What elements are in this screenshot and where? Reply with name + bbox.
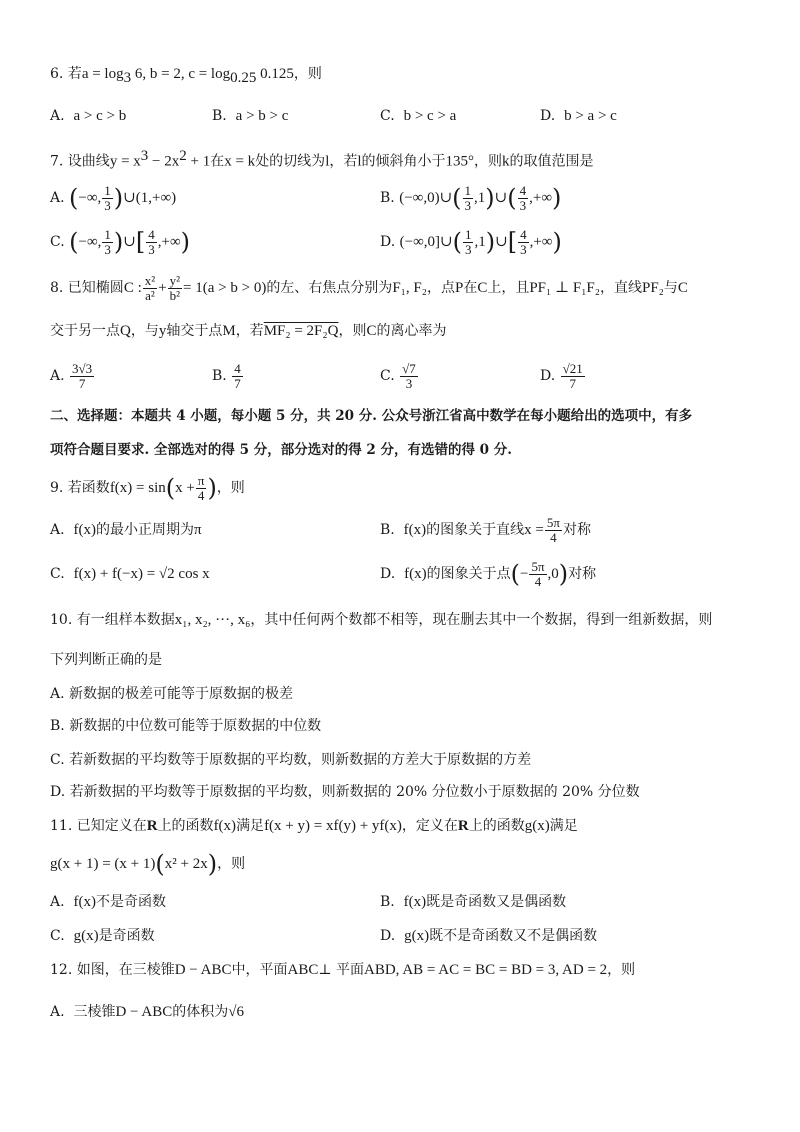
q10-option-d: D. 若新数据的平均数等于原数据的平均数，则新数据的 20% 分位数小于原数据的 20% 分位数 (50, 784, 640, 800)
q8-option-d: D. $\frac{√21}{7}$ (540, 360, 583, 391)
q10-option-b: B. 新数据的中位数可能等于原数据的中位数 (50, 718, 322, 734)
q12-option-a: A. 三棱锥D − ABC的体积为√6 (50, 1004, 245, 1020)
q11-options-cd (50, 920, 760, 952)
q9-option-b: B. f(x)的图象关于直线x = $\frac{5\pi}{4}$ 对称 (380, 514, 591, 545)
q12-stem: 12. 如图，在三棱锥D − ABC中，平面ABC⊥ 平面ABD, AB = AC = BC = BD = 3, AD = 2，则 (50, 962, 636, 978)
q9-stem: 9. 若函数f(x) = sin(x + $\frac{\pi}{4}$ )，则 (50, 472, 245, 503)
q9-option-a: A. f(x)的最小正周期为π (50, 522, 202, 538)
q8-option-a: A. $\frac{3√3}{7}$ (50, 360, 93, 391)
q11-options-ab (50, 886, 760, 918)
q7-option-b: B. (−∞,0)∪( $\frac{1}{3}$ ,1)∪( $\frac{4}{3}$ ,+∞) (380, 182, 562, 213)
q11-stem: 11. 已知定义在R上的函数f(x)满足f(x + y) = xf(y) + yf(x)，定义在R上的函数g(x)满足 (50, 818, 578, 834)
q8-stem-line2: 交于另一点Q，与y轴交于点M，若MF₂ = 2F₂Q，则C的离心率为 (50, 323, 447, 339)
q9-option-d: D. f(x)的图象关于点(− $\frac{5\pi}{4}$ ,0)对称 (380, 558, 597, 589)
q7-options-cd (50, 226, 760, 258)
q6-options (50, 100, 760, 132)
q8-option-b: B. $\frac{4}{7}$ (212, 360, 241, 391)
q8-options (50, 360, 760, 392)
q6-option-b: B. a > b > c (212, 108, 289, 124)
q11-stem-line2: g(x + 1) = (x + 1)(x² + 2x)，则 (50, 850, 246, 878)
q11-option-c: C. g(x)是奇函数 (50, 928, 155, 944)
q7-option-a: A. (−∞, $\frac{1}{3}$ )∪(1,+∞) (50, 182, 177, 213)
q10-stem-line2: 下列判断正确的是 (50, 652, 162, 668)
q7-options-ab (50, 182, 760, 214)
section2-instructions-line2: 项符合题目要求. 全部选对的得 5 分，部分选对的得 2 分，有选错的得 0 分. (50, 442, 512, 458)
q9-options-ab (50, 514, 760, 546)
q6-option-c: C. b > c > a (380, 108, 457, 124)
section2-instructions-line1: 二、选择题：本题共 4 小题，每小题 5 分，共 20 分. 公众号浙江省高中数学在每小题给出的选项中，有多 (50, 408, 693, 424)
q6-stem: 6. 若$a = \log_3 6$, b = 2, $c = \log_{0.25} 0.125$，则 (50, 66, 322, 86)
q11-option-b: B. f(x)既是奇函数又是偶函数 (380, 894, 567, 910)
q8-stem: 8. 已知椭圆C : $\frac{\text{x²}}{\text{a²}}$ + $\frac{\text{y²}}{\text{b²}}$ = 1(a > b > 0)的左、右焦点分别为F₁, F₂，点P在C上，且PF₁ ⊥ F₁F₂，直线PF₂与C (50, 272, 688, 303)
q10-option-c: C. 若新数据的平均数等于原数据的平均数，则新数据的方差大于原数据的方差 (50, 752, 532, 768)
q8-option-c: C. $\frac{√7}{3}$ (380, 360, 416, 391)
q9-option-c: C. f(x) + f(−x) = √2 cos x (50, 566, 210, 582)
q7-stem: 7. 设曲线$y = x^3 - 2x^2 + 1$在x = k处的切线为l，若l的倾斜角小于135°，则k的取值范围是 (50, 148, 594, 170)
q6-option-a: A. a > c > b (50, 108, 127, 124)
q6-option-d: D. b > a > c (540, 108, 617, 124)
q10-stem: 10. 有一组样本数据x₁, x₂, ···, x₆，其中任何两个数都不相等，现在删去其中一个数据，得到一组新数据，则 (50, 612, 713, 628)
q7-option-c: C. (−∞, $\frac{1}{3}$ )∪[ $\frac{4}{3}$ ,+∞) (50, 226, 191, 257)
q7-option-d: D. (−∞,0]∪( $\frac{1}{3}$ ,1)∪[ $\frac{4}{3}$ ,+∞) (380, 226, 562, 257)
q11-option-d: D. g(x)既不是奇函数又不是偶函数 (380, 928, 598, 944)
q10-option-a: A. 新数据的极差可能等于原数据的极差 (50, 686, 294, 702)
q11-option-a: A. f(x)不是奇函数 (50, 894, 166, 910)
q9-options-cd (50, 558, 760, 590)
